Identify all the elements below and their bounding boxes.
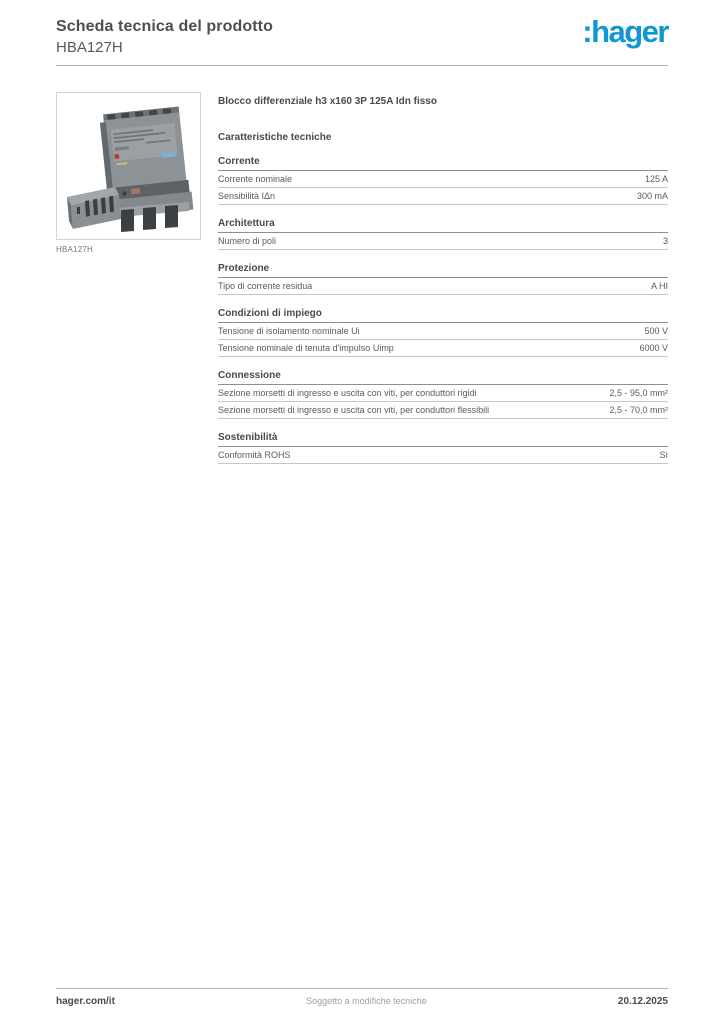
section-title: Corrente [218,156,668,171]
spec-row [218,171,668,188]
section-protezione [218,263,668,295]
header [56,14,668,56]
spec-value: A HI [650,280,668,291]
spec-label: Tensione di isolamento nominale Ui [218,325,360,336]
footer-date: 20.12.2025 [617,996,668,1007]
spec-row [218,340,668,357]
footer-website-link[interactable]: hager.com/it [56,996,115,1007]
spec-label: Numero di poli [218,235,277,246]
section-corrente [218,156,668,205]
hager-logo: :hager [582,14,668,49]
page-title: Scheda tecnica del prodotto [56,18,273,35]
section-title: Architettura [218,218,668,233]
section-title: Sostenibilità [218,432,668,447]
header-divider [56,65,668,66]
spec-label: Sensibilità IΔn [218,190,276,201]
spec-value: 2,5 - 95,0 mm² [609,387,668,398]
product-name: Blocco differenziale h3 x160 3P 125A Idn fisso [218,96,437,107]
spec-value: Sì [659,449,668,460]
spec-label: Sezione morsetti di ingresso e uscita con viti, per conduttori flessibili [218,404,490,415]
spec-row [218,402,668,419]
product-image-column [56,92,201,464]
spec-label: Tensione nominale di tenuta d'impulso Uimp [218,342,394,353]
spec-value: 500 V [644,325,668,336]
spec-row [218,188,668,205]
section-architettura [218,218,668,250]
section-connessione [218,370,668,419]
section-title: Condizioni di impiego [218,308,668,323]
section-title: Connessione [218,370,668,385]
footer-note: Soggetto a modifiche tecniche [306,996,427,1006]
section-condizioni-di-impiego [218,308,668,357]
product-image [63,98,194,234]
specs-column [218,92,668,464]
main-content [56,92,668,464]
product-image-caption: HBA127H [56,245,93,254]
header-product-code: HBA127H [56,39,123,56]
spec-value: 6000 V [639,342,668,353]
spec-label: Sezione morsetti di ingresso e uscita con viti, per conduttori rigidi [218,387,477,398]
spec-value: 3 [662,235,668,246]
spec-label: Tipo di corrente residua [218,280,313,291]
spec-row [218,278,668,295]
spec-label: Conformità ROHS [218,449,291,460]
spec-row [218,385,668,402]
footer-divider [56,988,668,989]
specs-heading: Caratteristiche tecniche [218,132,332,143]
product-image-frame [56,92,201,240]
spec-row [218,447,668,464]
spec-label: Corrente nominale [218,173,293,184]
spec-value: 2,5 - 70,0 mm² [609,404,668,415]
section-sostenibilita [218,432,668,464]
spec-value: 125 A [644,173,668,184]
spec-row [218,233,668,250]
footer [56,996,668,1007]
section-title: Protezione [218,263,668,278]
spec-row [218,323,668,340]
spec-value: 300 mA [636,190,668,201]
